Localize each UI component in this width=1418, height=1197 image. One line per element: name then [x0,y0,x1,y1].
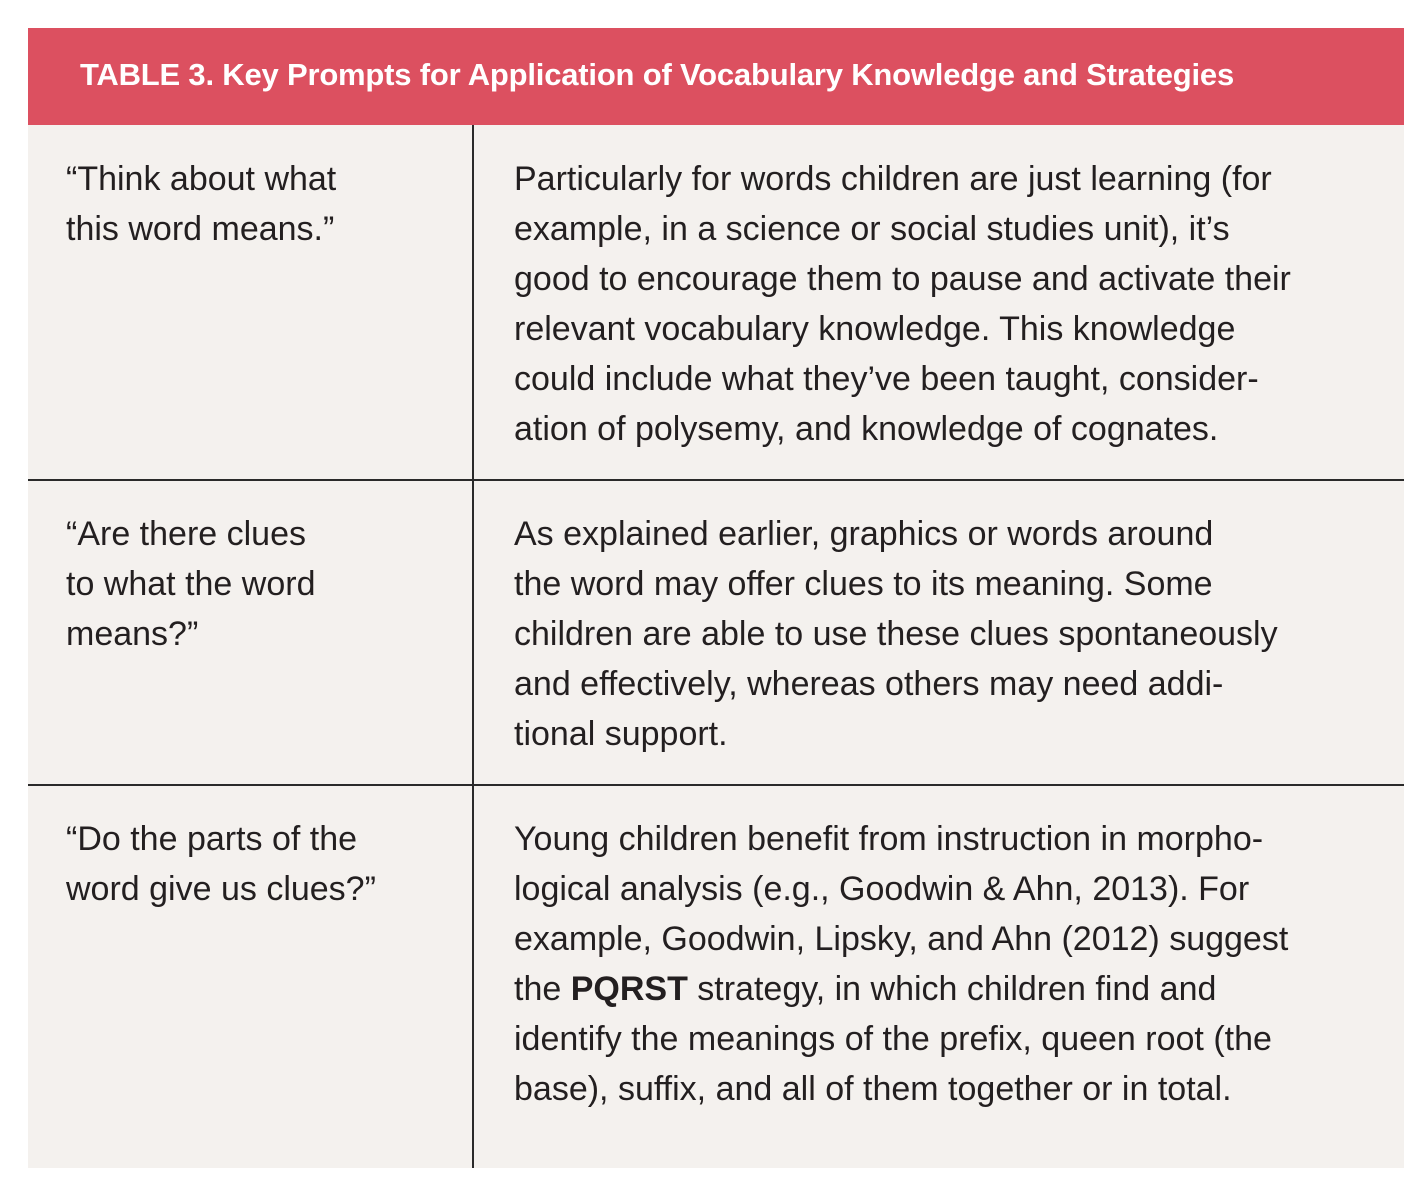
description-text: strategy, in which children find and [687,970,1217,1008]
prompt-cell-think-about-meaning [66,154,456,254]
prompt-line: this word means.” [66,210,335,248]
column-divider [472,125,474,1168]
prompt-line: word give us clues?” [66,870,376,908]
description-line: identify the meanings of the prefix, queen root (the [514,1020,1272,1058]
vocabulary-prompts-table [28,28,1404,1168]
prompt-line: means?” [66,615,199,653]
table-title: TABLE 3. Key Prompts for Application of Vocabulary Knowledge and Strategies [80,57,1234,92]
description-line: tional support. [514,715,728,753]
prompt-cell-clues-to-meaning [66,509,456,659]
description-line: Young children benefit from instruction in morpho- [514,820,1264,858]
prompt-line: to what the word [66,565,316,603]
prompt-line: “Are there clues [66,515,306,553]
description-cell-clues-to-meaning [514,509,1394,759]
description-line: ation of polysemy, and knowledge of cognates. [514,410,1219,448]
row-divider [28,784,1404,786]
description-line: relevant vocabulary knowledge. This knowledge [514,310,1236,348]
table-header [28,28,1404,125]
description-cell-think-about-meaning [514,154,1394,454]
description-line: the word may offer clues to its meaning. Some [514,565,1213,603]
description-line: Particularly for words children are just learning (for [514,160,1272,198]
description-line-pqrst [514,964,1394,1014]
row-divider [28,479,1404,481]
description-line: logical analysis (e.g., Goodwin & Ahn, 2013). For [514,870,1250,908]
description-text: the [514,970,571,1008]
prompt-line: “Think about what [66,160,337,198]
description-line: good to encourage them to pause and activate their [514,260,1291,298]
prompt-line: “Do the parts of the [66,820,358,858]
description-line: base), suffix, and all of them together or in total. [514,1070,1232,1108]
description-line: could include what they’ve been taught, consider- [514,360,1259,398]
description-line: example, in a science or social studies unit), it’s [514,210,1230,248]
description-line: As explained earlier, graphics or words around [514,515,1214,553]
description-line: example, Goodwin, Lipsky, and Ahn (2012) suggest [514,920,1289,958]
description-line: and effectively, whereas others may need addi- [514,665,1224,703]
prompt-cell-word-parts [66,814,456,914]
pqrst-term: PQRST [570,970,688,1008]
description-cell-word-parts [514,814,1394,1114]
description-line: children are able to use these clues spontaneously [514,615,1278,653]
